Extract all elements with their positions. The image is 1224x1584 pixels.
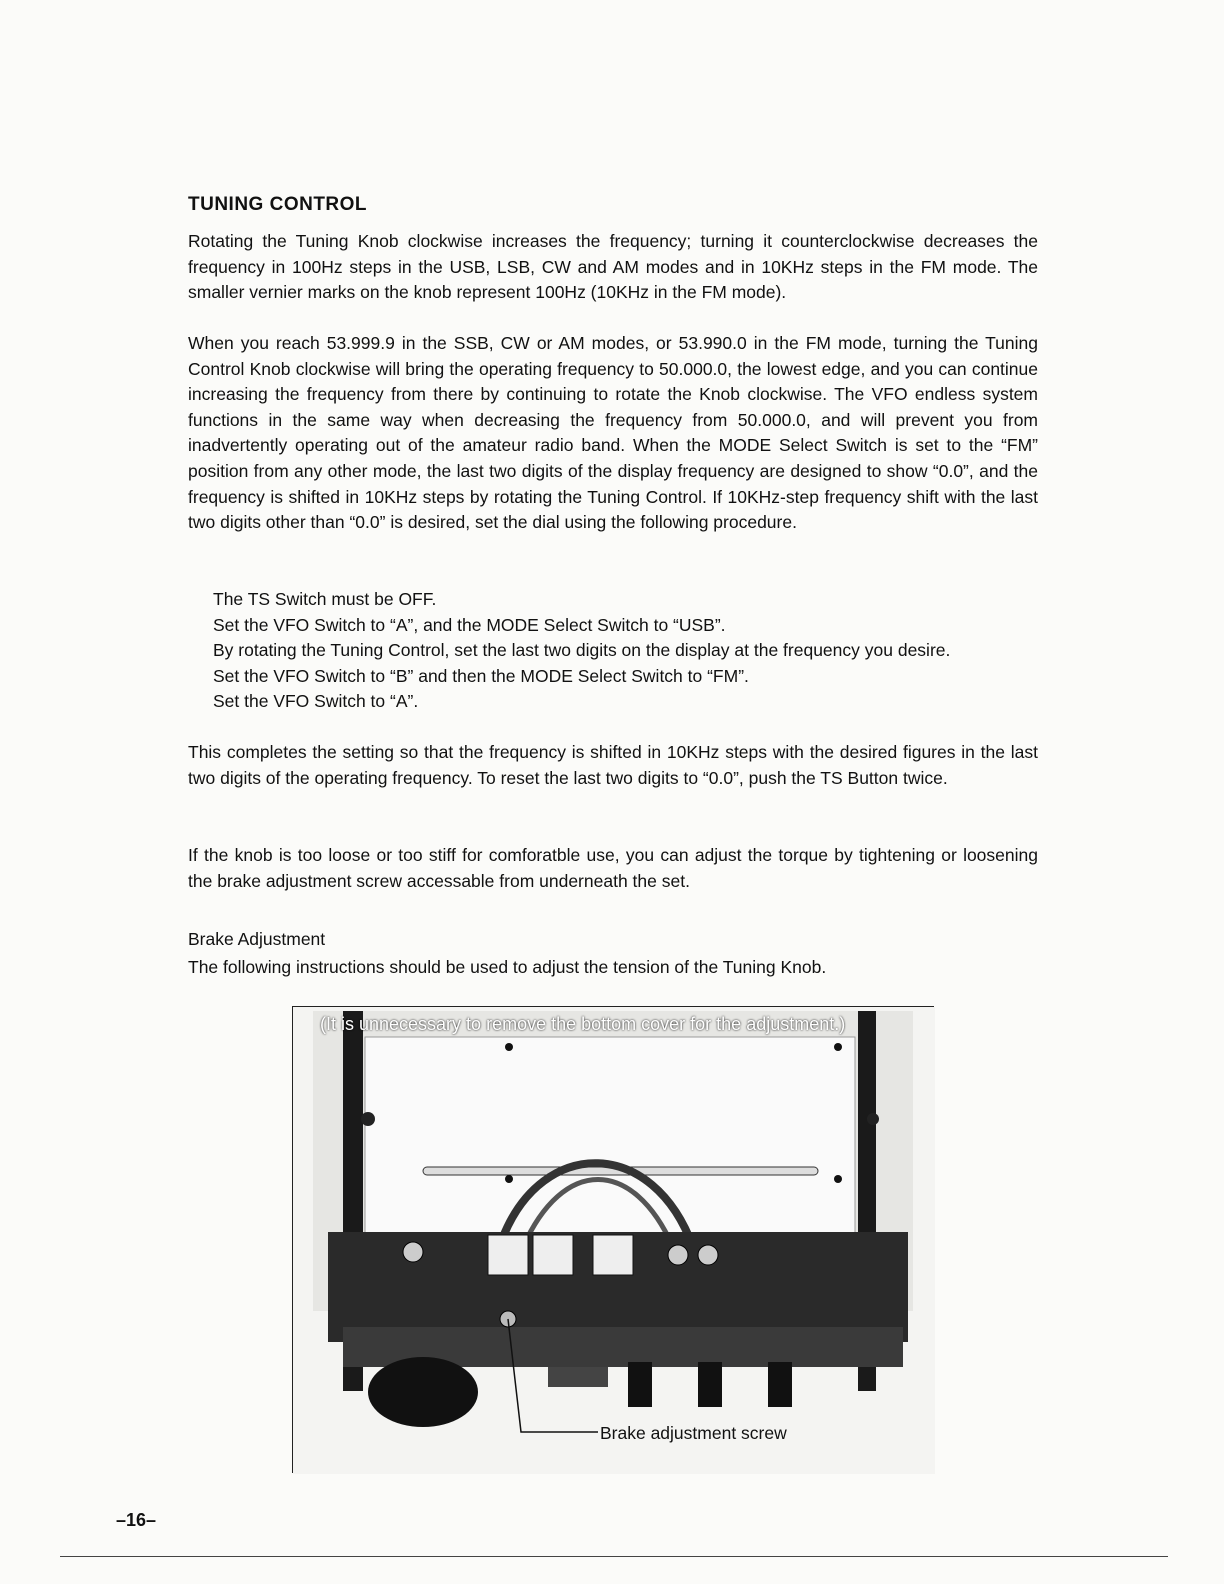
- procedure-step: Set the VFO Switch to “B” and then the MODE Select Switch to “FM”.: [213, 665, 749, 686]
- brake-adjustment-photo: [292, 1006, 934, 1473]
- page-number: –16–: [116, 1510, 157, 1530]
- subheading-brake-adjustment: Brake Adjustment: [188, 929, 326, 949]
- bottom-rule: [60, 1556, 1168, 1557]
- paragraph-torque: If the knob is too loose or too stiff for comforatble use, you can adjust the torque by tightening or loosening the brake adjustment screw accessable from underneath the set.: [188, 845, 1038, 891]
- callout-brake-screw: Brake adjustment screw: [600, 1423, 787, 1443]
- procedure-step: By rotating the Tuning Control, set the last two digits on the display at the frequency you desire.: [213, 640, 951, 661]
- paragraph-brake-instructions: The following instructions should be used to adjust the tension of the Tuning Knob.: [188, 957, 827, 977]
- paragraph-tuning-intro: Rotating the Tuning Knob clockwise increases the frequency; turning it counterclockwise decreases the frequency in 100Hz steps in the USB, LSB, CW and AM modes and in 10KHz steps in the FM mode. The smaller vernier marks on the knob represent 100Hz (10KHz in the FM mode).: [188, 231, 1038, 303]
- procedure-step: Set the VFO Switch to “A”.: [213, 691, 419, 712]
- procedure-step: The TS Switch must be OFF.: [213, 589, 437, 609]
- procedure-step: Set the VFO Switch to “A”, and the MODE Select Switch to “USB”.: [213, 614, 726, 635]
- paragraph-endless-vfo: When you reach 53.999.9 in the SSB, CW or AM modes, or 53.990.0 in the FM mode, turning the Tuning Control Knob clockwise will bring the operating frequency to 50.000.0, the lowest edge, and you can continue increasing the frequency from there by continuing to rotate the Knob clockwise. The VFO endless system functions in the same way when decreasing the frequency from 50.000.0, and will prevent you from inadvertently operating out of the amateur radio band. When the MODE Select Switch is set to the “FM” position from any other mode, the last two digits of the display frequency are designed to show “0.0”, and the frequency is shifted in 10KHz steps by rotating the Tuning Control. If 10KHz-step frequency shift with the last two digits other than “0.0” is desired, set the dial using the following procedure.: [188, 333, 1038, 533]
- paragraph-completion: This completes the setting so that the frequency is shifted in 10KHz steps with the desired figures in the last two digits of the operating frequency. To reset the last two digits to “0.0”, push the TS Button twice.: [188, 742, 1038, 788]
- figure-note: (It is unnecessary to remove the bottom cover for the adjustment.): [320, 1014, 846, 1034]
- procedure-steps: [213, 587, 950, 715]
- section-heading: TUNING CONTROL: [188, 194, 368, 215]
- photo-illustration: [293, 1007, 935, 1474]
